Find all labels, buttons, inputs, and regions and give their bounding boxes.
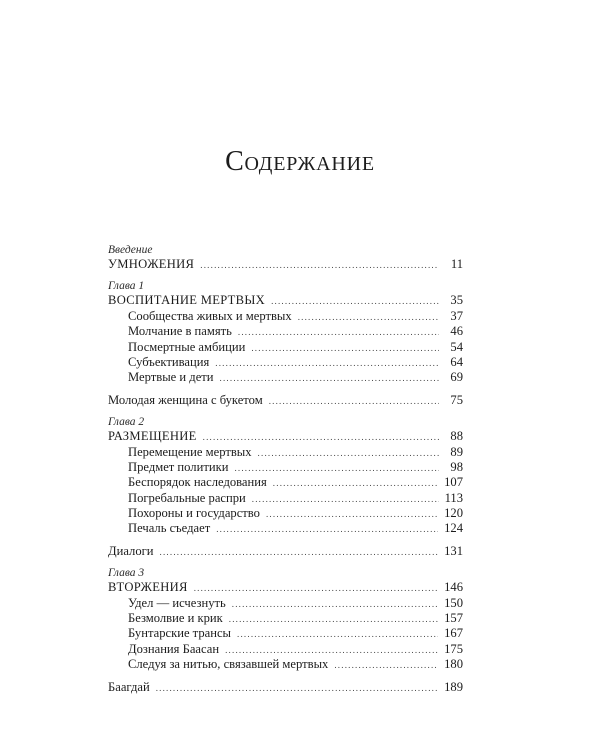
toc-entry[interactable] <box>108 491 463 506</box>
dot-leader <box>200 258 439 273</box>
chapter-label: Глава 2 <box>108 416 145 429</box>
entry-title: Безмолвие и крик <box>128 611 223 626</box>
toc-entry[interactable] <box>108 626 463 641</box>
dot-leader <box>252 492 439 507</box>
toc-entry[interactable] <box>108 680 463 695</box>
toc-entry[interactable] <box>108 445 463 460</box>
entry-title: Дознания Баасан <box>128 641 220 656</box>
dot-leader <box>203 430 439 445</box>
entry-title: Субъективация <box>128 354 210 369</box>
entry-title: Погребальные распри <box>128 490 246 505</box>
dot-leader <box>334 658 438 673</box>
dot-leader <box>225 643 438 658</box>
entry-title: Перемещение мертвых <box>128 444 252 459</box>
toc-entry[interactable] <box>108 393 463 408</box>
entry-page: 98 <box>450 459 463 474</box>
chapter-label: Глава 3 <box>108 567 145 580</box>
dot-leader <box>229 612 438 627</box>
introduction-section <box>108 244 463 272</box>
entry-title: Удел — исчезнуть <box>128 595 226 610</box>
entry-title: Беспорядок наследования <box>128 475 267 490</box>
page-title: Содержание <box>225 146 375 177</box>
entry-page: 11 <box>450 257 463 271</box>
entry-page: 175 <box>444 641 463 656</box>
dot-leader <box>194 581 438 596</box>
dot-leader <box>237 627 438 642</box>
entry-page: 88 <box>450 429 463 444</box>
entry-title: Мертвые и дети <box>128 370 214 385</box>
entry-page: 89 <box>450 444 463 459</box>
entry-title: Диалоги <box>108 543 154 558</box>
table-of-contents <box>108 244 463 695</box>
toc-entry[interactable] <box>108 355 463 370</box>
entry-title: Предмет политики <box>128 459 229 474</box>
entry-title: Печаль съедает <box>128 521 211 536</box>
toc-entry[interactable] <box>108 544 463 559</box>
entry-title: Похороны и государство <box>128 506 260 521</box>
toc-entry[interactable] <box>108 506 463 521</box>
section-label: Введение <box>108 244 153 256</box>
entry-title: Бунтарские трансы <box>128 626 232 641</box>
toc-entry[interactable] <box>108 642 463 657</box>
toc-entry[interactable] <box>108 521 463 536</box>
toc-entry-main[interactable] <box>108 580 463 595</box>
dot-leader <box>269 394 439 409</box>
dot-leader <box>273 476 438 491</box>
dot-leader <box>160 545 439 560</box>
toc-entry[interactable] <box>108 475 463 490</box>
entry-title: Молчание в память <box>128 324 232 339</box>
toc-entry-main[interactable] <box>108 257 463 272</box>
toc-entry-main[interactable] <box>108 429 463 444</box>
chapter-2-section <box>108 416 463 559</box>
toc-entry[interactable] <box>108 309 463 324</box>
entry-page: 35 <box>450 293 463 308</box>
toc-entry[interactable] <box>108 657 463 672</box>
entry-title: ВОСПИТАНИЕ МЕРТВЫХ <box>108 293 266 308</box>
toc-entry[interactable] <box>108 596 463 611</box>
entry-page: 37 <box>450 308 463 323</box>
toc-entry[interactable] <box>108 340 463 355</box>
dot-leader <box>251 341 439 356</box>
entry-page: 120 <box>444 506 463 521</box>
dot-leader <box>220 371 439 386</box>
entry-page: 75 <box>450 392 463 407</box>
entry-page: 54 <box>450 339 463 354</box>
dot-leader <box>271 294 439 309</box>
entry-page: 189 <box>444 679 463 694</box>
dot-leader <box>234 461 439 476</box>
entry-title: Молодая женщина с букетом <box>108 392 263 407</box>
chapter-3-section <box>108 567 463 695</box>
toc-entry[interactable] <box>108 460 463 475</box>
entry-title: ВТОРЖЕНИЯ <box>108 580 188 595</box>
toc-entry[interactable] <box>108 370 463 385</box>
entry-title: УМНОЖЕНИЯ <box>108 257 195 271</box>
toc-entry[interactable] <box>108 324 463 339</box>
dot-leader <box>232 597 438 612</box>
entry-page: 113 <box>444 490 463 505</box>
chapter-label: Глава 1 <box>108 280 145 293</box>
toc-entry[interactable] <box>108 611 463 626</box>
toc-entry-main[interactable] <box>108 293 463 308</box>
entry-page: 150 <box>444 595 463 610</box>
entry-page: 64 <box>450 354 463 369</box>
entry-title: Баагдай <box>108 679 150 694</box>
dot-leader <box>156 681 438 696</box>
entry-page: 146 <box>444 580 463 595</box>
entry-page: 107 <box>444 475 463 490</box>
dot-leader <box>238 325 439 340</box>
entry-page: 167 <box>444 626 463 641</box>
entry-page: 131 <box>444 543 463 558</box>
entry-page: 69 <box>450 370 463 385</box>
entry-page: 157 <box>444 611 463 626</box>
dot-leader <box>215 356 439 371</box>
dot-leader <box>216 522 438 537</box>
dot-leader <box>266 507 438 522</box>
entry-title: РАЗМЕЩЕНИЕ <box>108 429 197 444</box>
dot-leader <box>258 446 439 461</box>
entry-title: Следуя за нитью, связавшей мертвых <box>128 657 329 672</box>
dot-leader <box>298 310 439 325</box>
entry-page: 180 <box>444 657 463 672</box>
entry-title: Посмертные амбиции <box>128 339 246 354</box>
entry-title: Сообщества живых и мертвых <box>128 308 292 323</box>
entry-page: 124 <box>444 521 463 536</box>
entry-page: 46 <box>450 324 463 339</box>
chapter-1-section <box>108 280 463 408</box>
